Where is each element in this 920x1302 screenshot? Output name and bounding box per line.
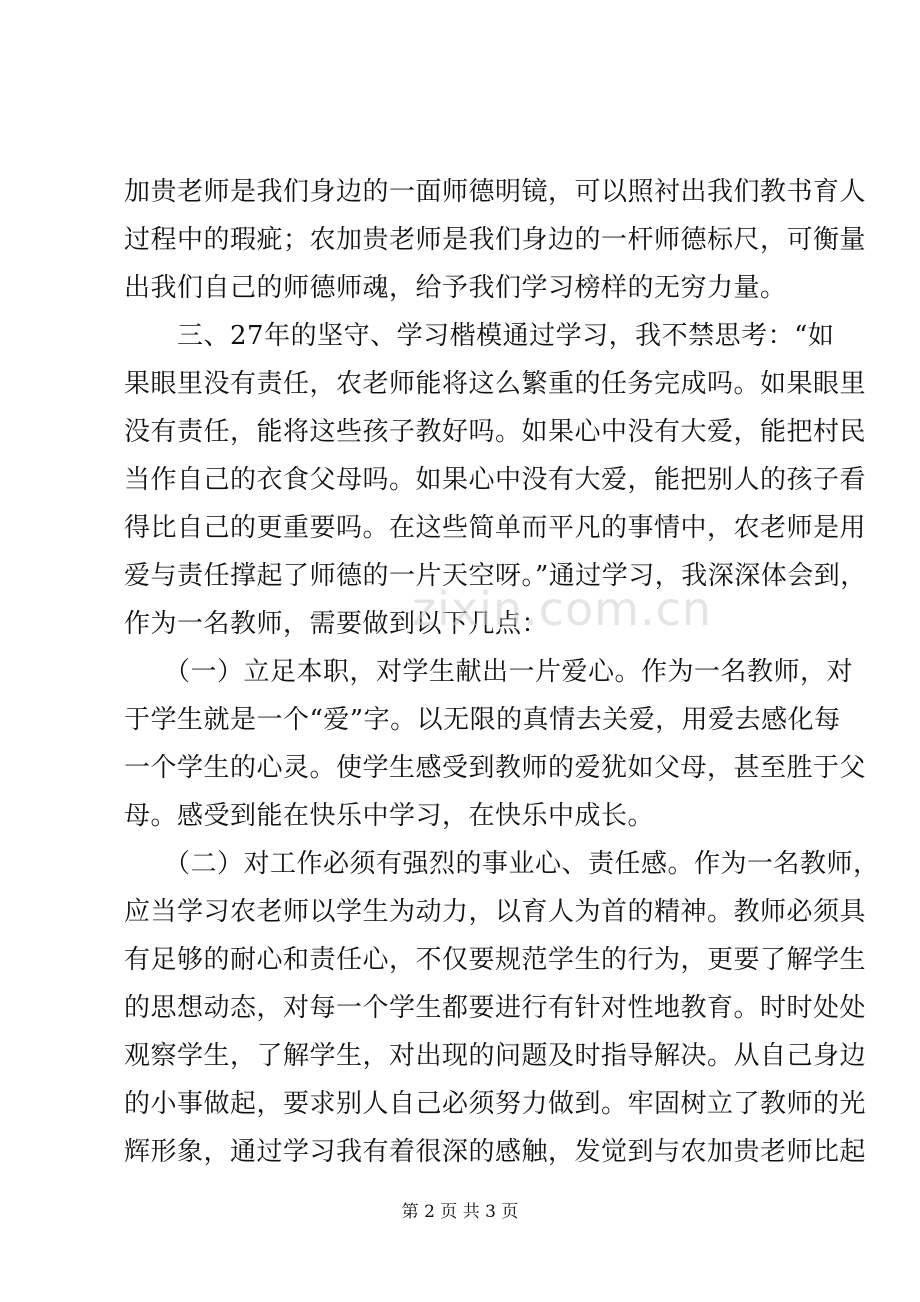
text-line: 于学生就是一个“爱”字。以无限的真情去关爱，用爱去感化每 (124, 705, 841, 735)
watermark: zixin.com.cn (412, 582, 713, 636)
text-line: 出我们自己的师德师魂，给予我们学习榜样的无穷力量。 (124, 273, 787, 303)
text-line: 果眼里没有责任，农老师能将这么繁重的任务完成吗。如果眼里 (124, 369, 867, 399)
text-line: 的小事做起，要求别人自己必须努力做到。牢固树立了教师的光 (124, 1089, 867, 1119)
text-line: 加贵老师是我们身边的一面师德明镜，可以照衬出我们教书育人 (124, 177, 867, 207)
text-line: 三、27年的坚守、学习楷模通过学习，我不禁思考：“如 (124, 321, 835, 351)
text-line: 有足够的耐心和责任心，不仅要规范学生的行为，更要了解学生 (124, 945, 867, 975)
body-text (124, 168, 880, 1176)
text-line: 爱与责任撑起了师德的一片天空呀。”通过学习，我深深体会到， (124, 561, 867, 591)
text-line: 辉形象，通过学习我有着很深的感触，发觉到与农加贵老师比起 (124, 1137, 867, 1167)
text-line: 母。感受到能在快乐中学习，在快乐中成长。 (124, 801, 655, 831)
text-line: 一个学生的心灵。使学生感受到教师的爱犹如父母，甚至胜于父 (124, 753, 867, 783)
text-line: 没有责任，能将这些孩子教好吗。如果心中没有大爱，能把村民 (124, 417, 867, 447)
text-line: 当作自己的衣食父母吗。如果心中没有大爱，能把别人的孩子看 (124, 465, 867, 495)
text-line: 应当学习农老师以学生为动力，以育人为首的精神。教师必须具 (124, 897, 867, 927)
text-line: 过程中的瑕疵；农加贵老师是我们身边的一杆师德标尺，可衡量 (124, 225, 867, 255)
text-line: 作为一名教师，需要做到以下几点： (124, 609, 549, 639)
text-line: 的思想动态，对每一个学生都要进行有针对性地教育。时时处处 (124, 993, 867, 1023)
text-line: （二）对工作必须有强烈的事业心、责任感。作为一名教师， (124, 849, 880, 879)
text-line: 得比自己的更重要吗。在这些简单而平凡的事情中，农老师是用 (124, 513, 867, 543)
text-line: 观察学生，了解学生，对出现的问题及时指导解决。从自己身边 (124, 1041, 867, 1071)
page-footer: 第 2 页 共 3 页 (401, 1202, 519, 1222)
text-line: （一）立足本职，对学生献出一片爱心。作为一名教师，对 (124, 657, 854, 687)
